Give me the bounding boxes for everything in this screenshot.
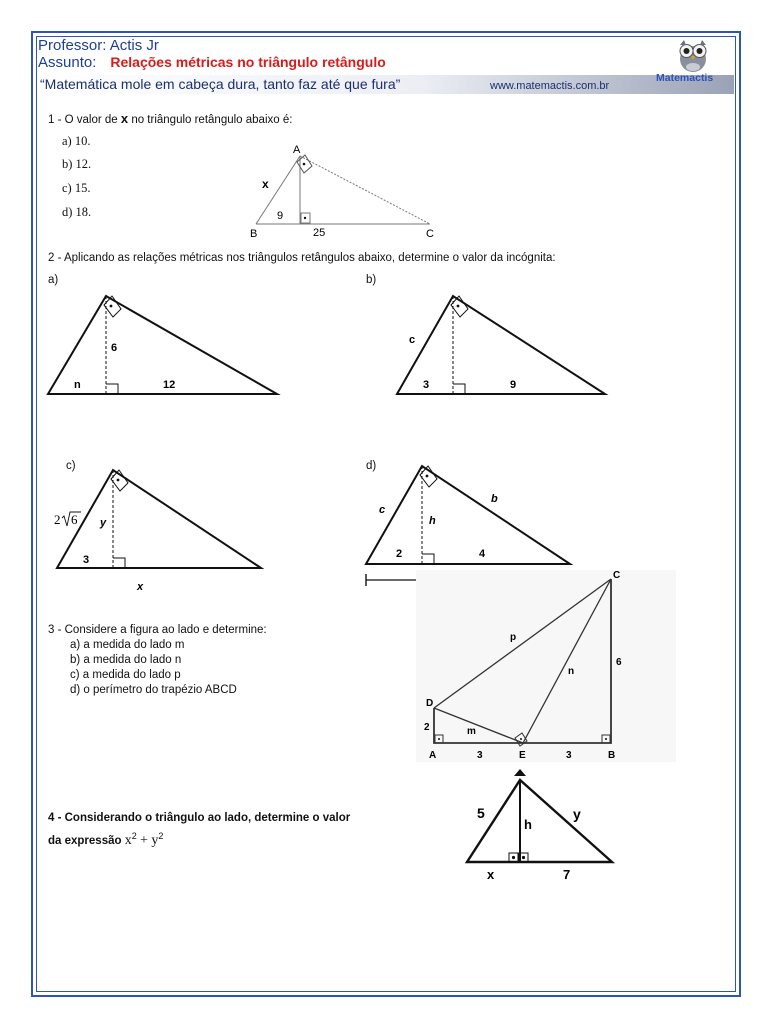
brand-name: Matemactis xyxy=(656,72,714,84)
q2-c-y: y xyxy=(100,517,107,529)
q3-label-a: A xyxy=(429,750,437,761)
q4-exp1: 2 xyxy=(131,831,137,841)
website-text: www.matemactis.com.br xyxy=(490,80,610,92)
q1-var: x xyxy=(120,111,129,126)
q3-label-b: B xyxy=(608,750,616,761)
q3-label-ae: 3 xyxy=(477,750,483,761)
q3-label-2: 2 xyxy=(424,722,430,733)
q3-label-e: E xyxy=(519,750,526,761)
q3-item-a: a) a medida do lado m xyxy=(70,639,185,651)
q4-expr-x: x xyxy=(124,832,132,848)
q3-label-6: 6 xyxy=(616,657,622,668)
q3-label-c: C xyxy=(613,570,621,581)
q2-b-label: b) xyxy=(366,274,377,286)
q3-item-b: b) a medida do lado n xyxy=(70,654,182,666)
motto-quote: “Matemática mole em cabeça dura, tanto faz até que fura” xyxy=(40,76,401,92)
q1-suffix: no triângulo retângulo abaixo é: xyxy=(131,114,293,126)
subject-label: Assunto: xyxy=(38,54,97,71)
q3-label-n: n xyxy=(568,666,575,677)
q2-b-3: 3 xyxy=(423,379,430,391)
q1-option-d: d) 18. xyxy=(62,205,92,219)
q2-b-c: c xyxy=(409,334,416,346)
q3-label-eb: 3 xyxy=(566,750,572,761)
q3-label-p: p xyxy=(510,632,517,643)
q3-label-d: D xyxy=(426,698,434,709)
q2-c-coef: 2 xyxy=(54,512,61,527)
q2-d-c: c xyxy=(379,504,386,516)
q1-label-c: C xyxy=(426,228,434,240)
q4-label-x: x xyxy=(487,867,495,882)
q4-label-y: y xyxy=(573,806,581,822)
q1-prefix: 1 - O valor de xyxy=(48,114,118,126)
q4-label-5: 5 xyxy=(477,805,485,821)
q3-label-m: m xyxy=(467,726,476,737)
q2-d-h: h xyxy=(429,515,436,527)
q4-exp2: 2 xyxy=(158,831,164,841)
q2-d-2: 2 xyxy=(396,548,403,560)
q3-item-d: d) o perímetro do trapézio ABCD xyxy=(70,684,237,696)
q2-a-h: 6 xyxy=(111,342,118,354)
q1-label-m: 25 xyxy=(313,227,326,239)
subject-title: Relações métricas no triângulo retângulo xyxy=(110,54,386,70)
q1-option-c: c) 15. xyxy=(62,181,91,195)
q2-d-4: 4 xyxy=(479,548,486,560)
q2-d-label: d) xyxy=(366,460,377,472)
q2-a-12: 12 xyxy=(163,379,176,391)
q2-a-n: n xyxy=(74,379,81,391)
q2-c-3: 3 xyxy=(83,554,90,566)
q3-statement: 3 - Considere a figura ao lado e determine: xyxy=(48,624,267,636)
q1-label-x: x xyxy=(262,177,269,191)
q1-option-b: b) 12. xyxy=(62,157,92,171)
professor-line: Professor: Actis Jr xyxy=(38,37,159,54)
q1-option-a: a) 10. xyxy=(62,134,91,148)
q2-b-9: 9 xyxy=(510,379,517,391)
q2-a-label: a) xyxy=(48,274,59,286)
q2-c-x: x xyxy=(137,581,144,593)
q4-label-h: h xyxy=(524,817,532,832)
q2-d-b: b xyxy=(491,493,498,505)
q4-label-7: 7 xyxy=(563,867,571,882)
q2-c-rad: 6 xyxy=(71,512,78,527)
q4-expr-label: da expressão xyxy=(48,834,122,847)
q2-c-label: c) xyxy=(66,460,76,472)
q4-line1: 4 - Considerando o triângulo ao lado, determine o valor xyxy=(48,812,351,824)
q2-statement: 2 - Aplicando as relações métricas nos triângulos retângulos abaixo, determine o valor da incógnita: xyxy=(48,252,556,264)
q1-label-a: A xyxy=(293,144,301,156)
q3-item-c: c) a medida do lado p xyxy=(70,669,181,681)
q1-label-n: 9 xyxy=(277,210,284,222)
q1-label-b: B xyxy=(250,228,258,240)
q4-expr-y: + y xyxy=(139,832,159,848)
